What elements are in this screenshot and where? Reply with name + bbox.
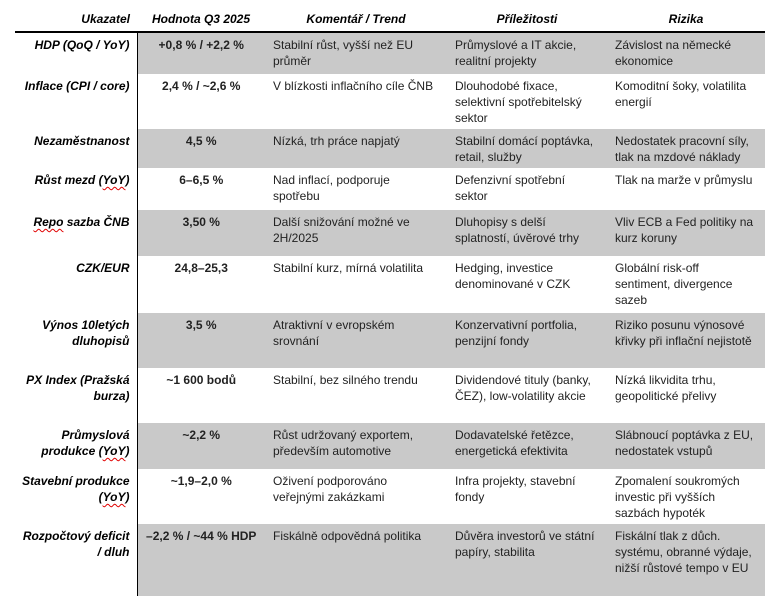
spellcheck-flagged-word: YoY <box>102 490 126 504</box>
table-row <box>15 129 765 168</box>
table-row <box>15 32 765 74</box>
opportunities-cell: Dlouhodobé fixace, selektivní spotřebitelský sektor <box>455 79 582 125</box>
indicator-cell <box>15 256 137 313</box>
indicator-label: Rozpočtový deficit / dluh <box>22 529 130 559</box>
spellcheck-flagged-word: YoY <box>102 444 126 458</box>
value-cell: 3,50 % <box>137 210 265 256</box>
indicator-label: Průmyslová produkce ( <box>41 428 130 458</box>
indicator-label: Inflace (CPI / core) <box>24 79 130 93</box>
risks-cell: Vliv ECB a Fed politiky na kurz koruny <box>607 210 765 256</box>
value-cell: –2,2 % / ~44 % HDP <box>137 524 265 596</box>
risks-cell: Riziko posunu výnosové křivky při inflační nejistotě <box>607 313 765 368</box>
risks-cell: Závislost na německé ekonomice <box>607 32 765 74</box>
indicator-label: CZK/EUR <box>76 261 130 275</box>
comment-cell: V blízkosti inflačního cíle ČNB <box>273 79 434 93</box>
value-cell: ~2,2 % <box>137 423 265 469</box>
table-row <box>15 313 765 368</box>
comment-cell: Stabilní kurz, mírná volatilita <box>273 261 424 275</box>
risks-cell: Tlak na marže v průmyslu <box>615 173 753 187</box>
indicator-cell <box>15 313 137 368</box>
table-row <box>15 469 765 524</box>
indicator-label: Stavební produkce ( <box>22 474 130 504</box>
value-cell: ~1 600 bodů <box>137 368 265 423</box>
opportunities-cell: Defenzivní spotřební sektor <box>455 173 566 203</box>
comment-cell: Fiskálně odpovědná politika <box>265 524 447 596</box>
economic-indicators-table <box>15 8 765 596</box>
risks-cell: Nedostatek pracovní síly, tlak na mzdové náklady <box>607 129 765 168</box>
comment-cell: Nízká, trh práce napjatý <box>265 129 447 168</box>
comment-cell: Atraktivní v evropském srovnání <box>265 313 447 368</box>
column-header-komentar-trend: Komentář / Trend <box>265 8 447 32</box>
value-cell: 4,5 % <box>137 129 265 168</box>
header-row <box>15 8 765 32</box>
table-row <box>15 423 765 469</box>
indicator-label: HDP (QoQ / YoY) <box>34 38 130 52</box>
comment-cell: Růst udržovaný exportem, především automotive <box>265 423 447 469</box>
indicator-label: ) <box>125 173 130 187</box>
spellcheck-flagged-word: YoY <box>102 173 126 187</box>
risks-cell: Slábnoucí poptávka z EU, nedostatek vstupů <box>607 423 765 469</box>
indicator-label: Růst mezd ( <box>34 173 103 187</box>
indicator-label: ) <box>125 444 130 458</box>
risks-cell: Zpomalení soukromých investic při vyšších sazbách hypoték <box>615 474 740 520</box>
indicator-label: ) <box>125 490 130 504</box>
indicator-cell <box>15 524 137 596</box>
comment-cell: Nad inflací, podporuje spotřebu <box>273 173 390 203</box>
risks-cell: Fiskální tlak z důch. systému, obranné výdaje, nižší růstové tempo v EU <box>607 524 765 596</box>
indicator-cell <box>15 210 137 256</box>
table-row <box>15 210 765 256</box>
indicator-cell <box>15 32 137 74</box>
table-row <box>15 368 765 423</box>
table-row <box>15 524 765 596</box>
opportunities-cell: Dodavatelské řetězce, energetická efektivita <box>447 423 607 469</box>
risks-cell: Komoditní šoky, volatilita energií <box>615 79 747 109</box>
opportunities-cell: Průmyslové a IT akcie, realitní projekty <box>447 32 607 74</box>
spellcheck-flagged-word: Repo <box>33 215 64 229</box>
value-cell: 2,4 % / ~2,6 % <box>137 74 265 129</box>
comment-cell: Stabilní růst, vyšší než EU průměr <box>265 32 447 74</box>
value-cell: 24,8–25,3 <box>137 256 265 313</box>
indicator-label: Výnos 10letých dluhopisů <box>42 318 130 348</box>
table-body <box>15 32 765 596</box>
column-header-prilezitosti: Příležitosti <box>447 8 607 32</box>
opportunities-cell: Infra projekty, stavební fondy <box>455 474 576 504</box>
opportunities-cell: Dluhopisy s delší splatností, úvěrové trhy <box>447 210 607 256</box>
comment-cell: Další snižování možné ve 2H/2025 <box>265 210 447 256</box>
table-row <box>15 256 765 313</box>
indicator-cell <box>15 423 137 469</box>
comment-cell: Oživení podporováno veřejnými zakázkami <box>273 474 388 504</box>
indicator-label: PX Index (Pražská burza) <box>26 373 130 403</box>
indicator-label: Nezaměstnanost <box>34 134 130 148</box>
column-header-rizika: Rizika <box>607 8 765 32</box>
comment-cell: Stabilní, bez silného trendu <box>273 373 418 387</box>
indicator-cell <box>15 469 137 524</box>
opportunities-cell: Důvěra investorů ve státní papíry, stabilita <box>447 524 607 596</box>
indicator-cell <box>15 168 137 210</box>
indicator-cell <box>15 129 137 168</box>
opportunities-cell: Stabilní domácí poptávka, retail, služby <box>447 129 607 168</box>
indicator-cell <box>15 74 137 129</box>
value-cell: 3,5 % <box>137 313 265 368</box>
indicator-label: sazba ČNB <box>63 215 130 229</box>
opportunities-cell: Hedging, investice denominované v CZK <box>455 261 571 291</box>
value-cell: ~1,9–2,0 % <box>137 469 265 524</box>
table-row <box>15 168 765 210</box>
value-cell: +0,8 % / +2,2 % <box>137 32 265 74</box>
column-header-hodnota: Hodnota Q3 2025 <box>137 8 265 32</box>
column-header-ukazatel: Ukazatel <box>15 8 137 32</box>
risks-cell: Nízká likvidita trhu, geopolitické přelivy <box>615 373 717 403</box>
opportunities-cell: Dividendové tituly (banky, ČEZ), low-volatility akcie <box>455 373 591 403</box>
risks-cell: Globální risk-off sentiment, divergence sazeb <box>615 261 733 307</box>
indicator-cell <box>15 368 137 423</box>
table-row <box>15 74 765 129</box>
value-cell: 6–6,5 % <box>137 168 265 210</box>
opportunities-cell: Konzervativní portfolia, penzijní fondy <box>447 313 607 368</box>
